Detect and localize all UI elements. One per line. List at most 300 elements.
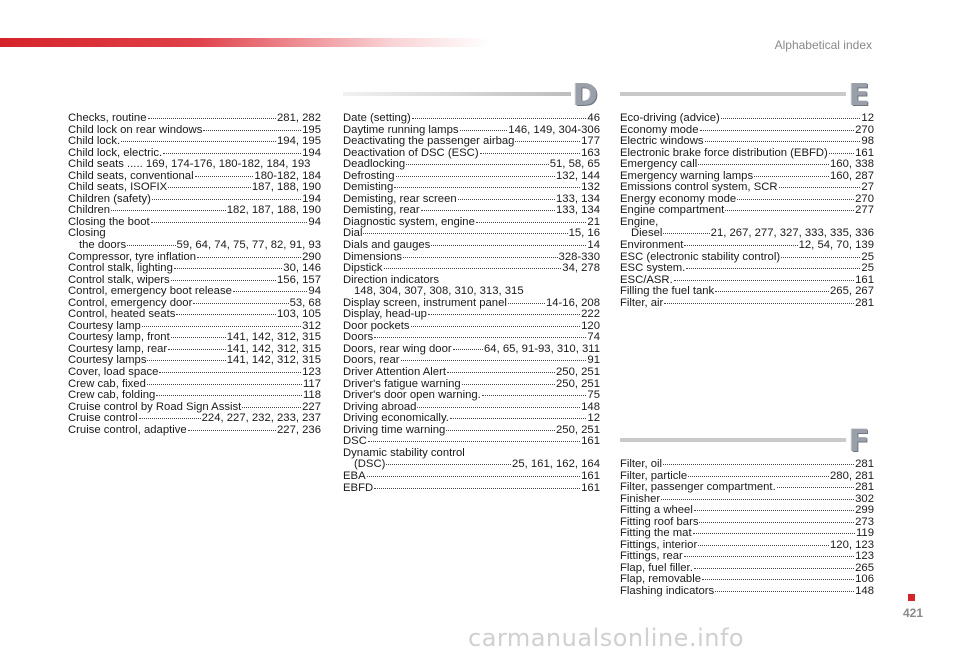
index-entry-term: Fitting a wheel — [620, 504, 693, 517]
index-entry — [68, 136, 321, 148]
index-entry-leader — [829, 153, 854, 154]
page-number: 421 — [903, 606, 924, 620]
index-entry-term: Defrosting — [343, 169, 395, 182]
index-entry — [343, 390, 600, 402]
index-entry — [343, 483, 600, 495]
index-entry-pages: 187, 188, 190 — [251, 181, 321, 194]
index-entry-term: Courtesy lamp — [68, 319, 141, 332]
index-entry-term: Economy mode — [620, 123, 699, 136]
index-entry-pages: 161 — [581, 481, 600, 494]
index-entry-term: Fittings, rear — [620, 550, 683, 563]
index-entry-term: Finisher — [620, 492, 661, 505]
index-entry-pages: 51, 58, 65 — [549, 158, 600, 171]
index-entry-term: Emissions control system, SCR — [620, 181, 778, 194]
index-entry-leader — [233, 291, 308, 292]
index-entry-term: Control stalk, lighting — [68, 262, 173, 275]
index-entry-term: Control, emergency boot release — [68, 285, 232, 298]
index-entry-pages: 141, 142, 312, 315 — [226, 354, 321, 367]
index-entry-pages: 277 — [855, 204, 874, 217]
index-entry-pages: 227, 236 — [277, 423, 321, 436]
index-entry-pages: 141, 142, 312, 315 — [226, 342, 321, 355]
index-entry-pages: 133, 134 — [556, 192, 600, 205]
index-entry-pages: 250, 251 — [556, 377, 600, 390]
index-entry-leader — [151, 222, 308, 223]
index-entry-pages: 194 — [302, 192, 321, 205]
index-entry-pages: 12 — [587, 412, 600, 425]
index-entry-pages: 53, 68 — [289, 296, 321, 309]
index-entry-pages: 222 — [581, 308, 600, 321]
index-entry-pages: 328-330 — [558, 250, 600, 263]
index-entry-term: Driving economically. — [343, 412, 449, 425]
index-entry-leader — [450, 418, 587, 419]
index-entry-leader — [482, 395, 587, 396]
index-entry-leader — [384, 268, 562, 269]
index-entry-pages: 299 — [855, 504, 874, 517]
index-entry-term: Deactivation of DSC (ESC) — [343, 146, 479, 159]
heading-e-letter: E — [849, 78, 870, 113]
index-entry-leader — [421, 210, 555, 211]
index-entry-pages: 281, 282 — [277, 112, 321, 124]
index-entry-leader — [663, 464, 854, 465]
index-entry — [620, 263, 874, 275]
index-entry-pages: 12 — [861, 112, 874, 124]
index-entry-term: Cover, load space — [68, 366, 159, 379]
index-entry-leader — [401, 360, 587, 361]
index-entry-leader — [674, 280, 854, 281]
heading-f-rule — [620, 438, 846, 442]
index-entry-pages: 14-16, 208 — [545, 296, 600, 309]
index-entry-leader — [171, 280, 276, 281]
index-entry-pages: 182, 187, 188, 190 — [226, 204, 321, 217]
index-entry-term: Cruise control, adaptive — [68, 423, 187, 436]
index-entry-leader — [142, 326, 301, 327]
index-entry-term: Dial — [343, 227, 363, 240]
index-entry-term: Control, emergency door — [68, 296, 193, 309]
index-entry-pages: 21, 267, 277, 327, 333, 335, 336 — [710, 227, 874, 240]
index-entry-pages: 30, 146 — [283, 262, 321, 275]
index-entry-pages: 280, 281 — [830, 469, 874, 482]
index-entry-pages: 25 — [861, 250, 874, 263]
index-entry-term: Date (setting) — [343, 112, 411, 124]
index-entry — [620, 136, 874, 148]
index-entry-term: Courtesy lamp, front — [68, 331, 170, 344]
index-entry-term: Child lock on rear windows — [68, 123, 203, 136]
index-entry-leader — [476, 222, 587, 223]
index-entry-term: Energy economy mode — [620, 192, 737, 205]
index-entry-pages: 46 — [587, 112, 600, 124]
index-entry-term: Deadlocking — [343, 158, 406, 171]
index-entry-leader — [700, 130, 855, 131]
index-entry-leader — [368, 441, 580, 442]
index-entry-leader — [462, 384, 555, 385]
index-entry-term: Flap, removable — [620, 573, 701, 586]
index-entry-term: ESC (electronic stability control) — [620, 250, 781, 263]
index-entry-leader — [403, 257, 558, 258]
index-entry-leader — [163, 153, 301, 154]
index-entry — [620, 205, 874, 217]
index-column-f — [620, 459, 874, 598]
index-entry-term: Eco-driving (advice) — [620, 112, 720, 124]
index-entry — [620, 159, 874, 171]
index-entry-term: Driver's door open warning. — [343, 389, 481, 402]
index-entry-pages: 224, 227, 232, 233, 237 — [201, 412, 321, 425]
index-entry — [620, 482, 874, 494]
index-entry-term: Filter, passenger compartment. — [620, 481, 776, 494]
index-entry-pages: 148 — [855, 585, 874, 598]
index-entry-term: Driver Attention Alert — [343, 366, 446, 379]
index-entry-pages: 64, 65, 91-93, 310, 311 — [484, 342, 600, 355]
index-entry — [68, 240, 321, 252]
index-entry-leader — [152, 199, 301, 200]
index-entry-pages: 227 — [302, 400, 321, 413]
index-entry-term: (DSC) — [354, 458, 386, 471]
index-entry-pages: 106 — [855, 573, 874, 586]
index-entry-term: Doors — [343, 331, 374, 344]
index-entry-leader — [447, 372, 555, 373]
index-entry-pages: 75 — [587, 389, 600, 402]
index-entry-leader — [754, 176, 829, 177]
index-entry-leader — [725, 210, 854, 211]
index-entry-leader — [176, 314, 276, 315]
index-entry-term: Daytime running lamps — [343, 123, 459, 136]
index-entry-term: Crew cab, folding — [68, 389, 156, 402]
index-entry-leader — [705, 141, 861, 142]
index-entry-term: Driving abroad — [343, 400, 417, 413]
index-entry-leader — [159, 372, 301, 373]
index-entry-pages: 161 — [581, 469, 600, 482]
index-entry-leader — [363, 233, 567, 234]
heading-e-rule — [620, 92, 846, 96]
index-entry-term: Filling the fuel tank — [620, 285, 715, 298]
index-entry-term: Dynamic stability control — [343, 446, 465, 459]
index-entry-pages: 180-182, 184 — [254, 169, 321, 182]
index-entry-pages: 59, 64, 74, 75, 77, 82, 91, 93 — [176, 239, 321, 252]
index-entry-term: Child seats, ISOFIX — [68, 181, 168, 194]
index-entry-pages: 74 — [587, 331, 600, 344]
index-entry-pages: 148 — [581, 400, 600, 413]
index-entry-pages: 25 — [861, 262, 874, 275]
index-entry-term: Control stalk, wipers — [68, 273, 170, 286]
index-entry-leader — [367, 476, 581, 477]
index-entry-leader — [171, 337, 226, 338]
index-entry-term: Deactivating the passenger airbag — [343, 135, 515, 148]
index-entry-leader — [147, 384, 302, 385]
index-entry-term: Direction indicators — [343, 273, 440, 286]
index-entry-leader — [661, 499, 854, 500]
index-entry-leader — [156, 395, 302, 396]
index-entry-leader — [699, 522, 854, 523]
page-header-title: Alphabetical index — [774, 38, 872, 52]
index-entry-term: Driving time warning — [343, 423, 446, 436]
index-entry-leader — [147, 360, 225, 361]
index-entry — [620, 298, 874, 310]
index-entry-leader — [148, 118, 277, 119]
index-entry-leader — [203, 130, 301, 131]
index-entry-pages: 94 — [308, 285, 321, 298]
index-entry-pages: 132 — [581, 181, 600, 194]
index-entry-term: Fitting the mat — [620, 527, 692, 540]
index-entry-pages: 250, 251 — [556, 423, 600, 436]
index-entry-leader — [174, 268, 282, 269]
index-entry-term: Crew cab, fixed — [68, 377, 146, 390]
index-entry-term: Demisting, rear screen — [343, 192, 457, 205]
index-entry-leader — [406, 164, 549, 165]
index-entry-term: Doors, rear wing door — [343, 342, 452, 355]
index-entry-leader — [515, 141, 580, 142]
index-entry-leader — [417, 407, 580, 408]
index-entry-pages: 141, 142, 312, 315 — [226, 331, 321, 344]
index-entry-term: Children — [68, 204, 111, 217]
index-column-e — [620, 113, 874, 309]
index-entry-term: Emergency call — [620, 158, 698, 171]
index-entry-leader — [412, 118, 587, 119]
index-entry-term: Electric windows — [620, 135, 704, 148]
index-entry-term: Courtesy lamps — [68, 354, 147, 367]
index-entry-leader — [715, 291, 829, 292]
index-entry-pages: 281 — [855, 296, 874, 309]
index-entry-leader — [664, 303, 854, 304]
index-entry-leader — [188, 430, 276, 431]
index-entry-term: Diesel — [631, 227, 663, 240]
index-entry-term: EBA — [343, 469, 366, 482]
index-entry — [343, 113, 600, 125]
index-entry-pages: 265 — [855, 561, 874, 574]
index-entry-term: Child seats, conventional — [68, 169, 194, 182]
index-entry-leader — [458, 199, 555, 200]
index-entry-pages: 146, 149, 304-306 — [508, 123, 600, 136]
index-entry-pages: 161 — [855, 146, 874, 159]
index-entry-leader — [460, 130, 508, 131]
index-entry-pages: 194 — [302, 146, 321, 159]
index-entry-term: Doors, rear — [343, 354, 400, 367]
index-entry — [68, 263, 321, 275]
index-entry-term: ESC system. — [620, 262, 686, 275]
index-entry-leader — [715, 591, 854, 592]
index-entry-term: ESC/ASR. — [620, 273, 673, 286]
index-entry-leader — [374, 337, 586, 338]
index-entry-term: Filter, particle — [620, 469, 688, 482]
index-entry-pages: 119 — [855, 527, 874, 540]
heading-f-letter: F — [849, 424, 870, 459]
index-entry-term: 148, 304, 307, 308, 310, 313, 315 — [354, 285, 524, 298]
index-entry-term: Cruise control by Road Sign Assist — [68, 400, 242, 413]
index-entry-pages: 265, 267 — [830, 285, 874, 298]
index-entry-term: Diagnostic system, engine — [343, 215, 475, 228]
index-entry-leader — [411, 326, 581, 327]
heading-d-letter: D — [573, 78, 598, 113]
index-entry-term: Emergency warning lamps — [620, 169, 754, 182]
index-entry — [68, 425, 321, 437]
index-entry — [68, 159, 321, 171]
index-entry-term: Courtesy lamp, rear — [68, 342, 168, 355]
header-red-band — [0, 38, 490, 47]
index-entry-leader — [111, 210, 226, 211]
index-entry-leader — [702, 579, 854, 580]
index-entry-pages: 103, 105 — [277, 308, 321, 321]
index-entry-pages: 194, 195 — [277, 135, 321, 148]
heading-d-rule — [343, 92, 571, 96]
index-entry-pages: 132, 144 — [556, 169, 600, 182]
index-entry-leader — [386, 464, 511, 465]
index-entry-leader — [663, 233, 709, 234]
index-entry — [68, 113, 321, 125]
index-entry-term: Dials and gauges — [343, 239, 431, 252]
index-entry-leader — [698, 545, 829, 546]
index-entry-pages: 118 — [302, 389, 321, 402]
index-entry-pages: 160, 287 — [830, 169, 874, 182]
index-entry — [343, 471, 600, 483]
index-entry-leader — [781, 257, 860, 258]
index-entry-pages: 163 — [581, 146, 600, 159]
index-entry-term: Environment — [620, 239, 684, 252]
index-entry-term: Control, heated seats — [68, 308, 176, 321]
index-entry-leader — [684, 556, 854, 557]
index-entry-term: Display screen, instrument panel — [343, 296, 507, 309]
index-entry-leader — [242, 407, 301, 408]
index-entry-term: Cruise control — [68, 412, 138, 425]
index-entry-term: Demisting, rear — [343, 204, 420, 217]
index-entry-term: the doors — [79, 239, 127, 252]
index-entry-pages: 133, 134 — [556, 204, 600, 217]
index-entry-pages: 94 — [308, 215, 321, 228]
index-entry-leader — [121, 141, 276, 142]
index-entry-term: Driver's fatigue warning — [343, 377, 461, 390]
index-entry-pages: 12, 54, 70, 139 — [798, 239, 874, 252]
index-entry-leader — [684, 245, 797, 246]
index-entry — [620, 459, 874, 471]
index-entry-pages: 250, 251 — [556, 366, 600, 379]
index-entry-leader — [127, 245, 175, 246]
index-entry-pages: 21 — [587, 215, 600, 228]
index-entry — [68, 367, 321, 379]
index-entry-term: EBFD — [343, 481, 374, 494]
index-entry-pages: 34, 278 — [562, 262, 600, 275]
index-entry-pages: 120, 123 — [830, 538, 874, 551]
index-entry-leader — [688, 476, 829, 477]
index-entry — [620, 113, 874, 125]
index-entry-pages: 160, 338 — [830, 158, 874, 171]
index-entry-term: Children (safety) — [68, 192, 151, 205]
index-entry-pages: 156, 157 — [277, 273, 321, 286]
index-entry-leader — [374, 488, 580, 489]
index-entry-leader — [737, 199, 854, 200]
index-entry-pages: 98 — [861, 135, 874, 148]
index-entry — [620, 586, 874, 598]
watermark: carmanualsonline.info — [468, 624, 745, 652]
index-entry-leader — [195, 176, 254, 177]
index-entry-leader — [428, 314, 580, 315]
index-entry-leader — [694, 510, 854, 511]
index-entry-pages: 161 — [581, 435, 600, 448]
index-entry-leader — [508, 303, 545, 304]
index-entry-term: Checks, routine — [68, 112, 147, 124]
index-entry-leader — [453, 349, 483, 350]
index-entry-pages: 14 — [587, 239, 600, 252]
index-entry — [343, 136, 600, 148]
index-entry-pages: 120 — [581, 319, 600, 332]
index-entry-term: Child seats ..... 169, 174-176, 180-182, 184, 193 — [68, 158, 311, 171]
index-entry-term: Engine compartment — [620, 204, 725, 217]
index-entry-pages: 281 — [855, 458, 874, 470]
index-entry-pages: 281 — [855, 481, 874, 494]
page-marker-square — [908, 594, 915, 601]
index-entry-pages: 25, 161, 162, 164 — [512, 458, 600, 471]
index-entry-term: Fittings, interior — [620, 538, 698, 551]
index-entry-leader — [394, 187, 580, 188]
index-entry-leader — [480, 153, 581, 154]
index-entry-pages: 161 — [855, 273, 874, 286]
index-entry-term: DSC — [343, 435, 367, 448]
index-entry-leader — [698, 164, 829, 165]
index-entry-leader — [694, 568, 854, 569]
index-entry-pages: 15, 16 — [568, 227, 600, 240]
index-entry — [343, 425, 600, 437]
index-entry-pages: 302 — [855, 492, 874, 505]
index-entry-term: Closing the boot — [68, 215, 150, 228]
index-entry — [68, 217, 321, 229]
index-entry-term: Engine, — [620, 215, 659, 228]
index-entry-pages: 270 — [855, 192, 874, 205]
index-entry-term: Fitting roof bars — [620, 515, 699, 528]
index-entry-pages: 270 — [855, 123, 874, 136]
index-entry-term: Door pockets — [343, 319, 410, 332]
index-entry — [68, 390, 321, 402]
index-entry-leader — [721, 118, 861, 119]
index-entry-pages: 273 — [855, 515, 874, 528]
index-entry — [343, 459, 600, 471]
index-entry-term: Filter, air — [620, 296, 664, 309]
index-entry-leader — [396, 176, 556, 177]
index-entry — [343, 321, 600, 333]
index-entry-leader — [139, 418, 201, 419]
index-entry-term: Child lock, electric. — [68, 146, 163, 159]
index-entry — [343, 263, 600, 275]
index-entry-leader — [197, 257, 301, 258]
index-entry-pages: 195 — [302, 123, 321, 136]
index-column-d — [343, 113, 600, 494]
index-entry-leader — [693, 533, 855, 534]
index-entry-leader — [168, 349, 226, 350]
index-entry-term: Electronic brake force distribution (EBFD) — [620, 146, 828, 159]
index-entry-term: Dimensions — [343, 250, 403, 263]
index-entry — [620, 505, 874, 517]
index-entry-term: Filter, oil — [620, 458, 663, 470]
index-entry-leader — [193, 303, 288, 304]
index-entry-term: Demisting — [343, 181, 394, 194]
index-entry-term: Closing — [68, 227, 106, 240]
index-entry-leader — [168, 187, 251, 188]
index-entry — [343, 367, 600, 379]
index-entry-leader — [686, 268, 860, 269]
index-entry — [620, 240, 874, 252]
index-entry-term: Child lock. — [68, 135, 121, 148]
index-entry-pages: 123 — [302, 366, 321, 379]
index-entry-pages: 123 — [855, 550, 874, 563]
index-entry-term: Display, head-up — [343, 308, 427, 321]
index-entry-term: Flashing indicators — [620, 585, 715, 598]
index-entry-pages: 177 — [581, 135, 600, 148]
index-entry-pages: 312 — [302, 319, 321, 332]
index-entry-pages: 91 — [587, 354, 600, 367]
index-entry-leader — [446, 430, 555, 431]
index-entry-term: Compressor, tyre inflation — [68, 250, 197, 263]
index-entry-leader — [777, 487, 854, 488]
index-entry-leader — [431, 245, 586, 246]
index-entry-leader — [779, 187, 861, 188]
index-entry-pages: 27 — [861, 181, 874, 194]
index-entry — [343, 217, 600, 229]
index-entry — [343, 240, 600, 252]
